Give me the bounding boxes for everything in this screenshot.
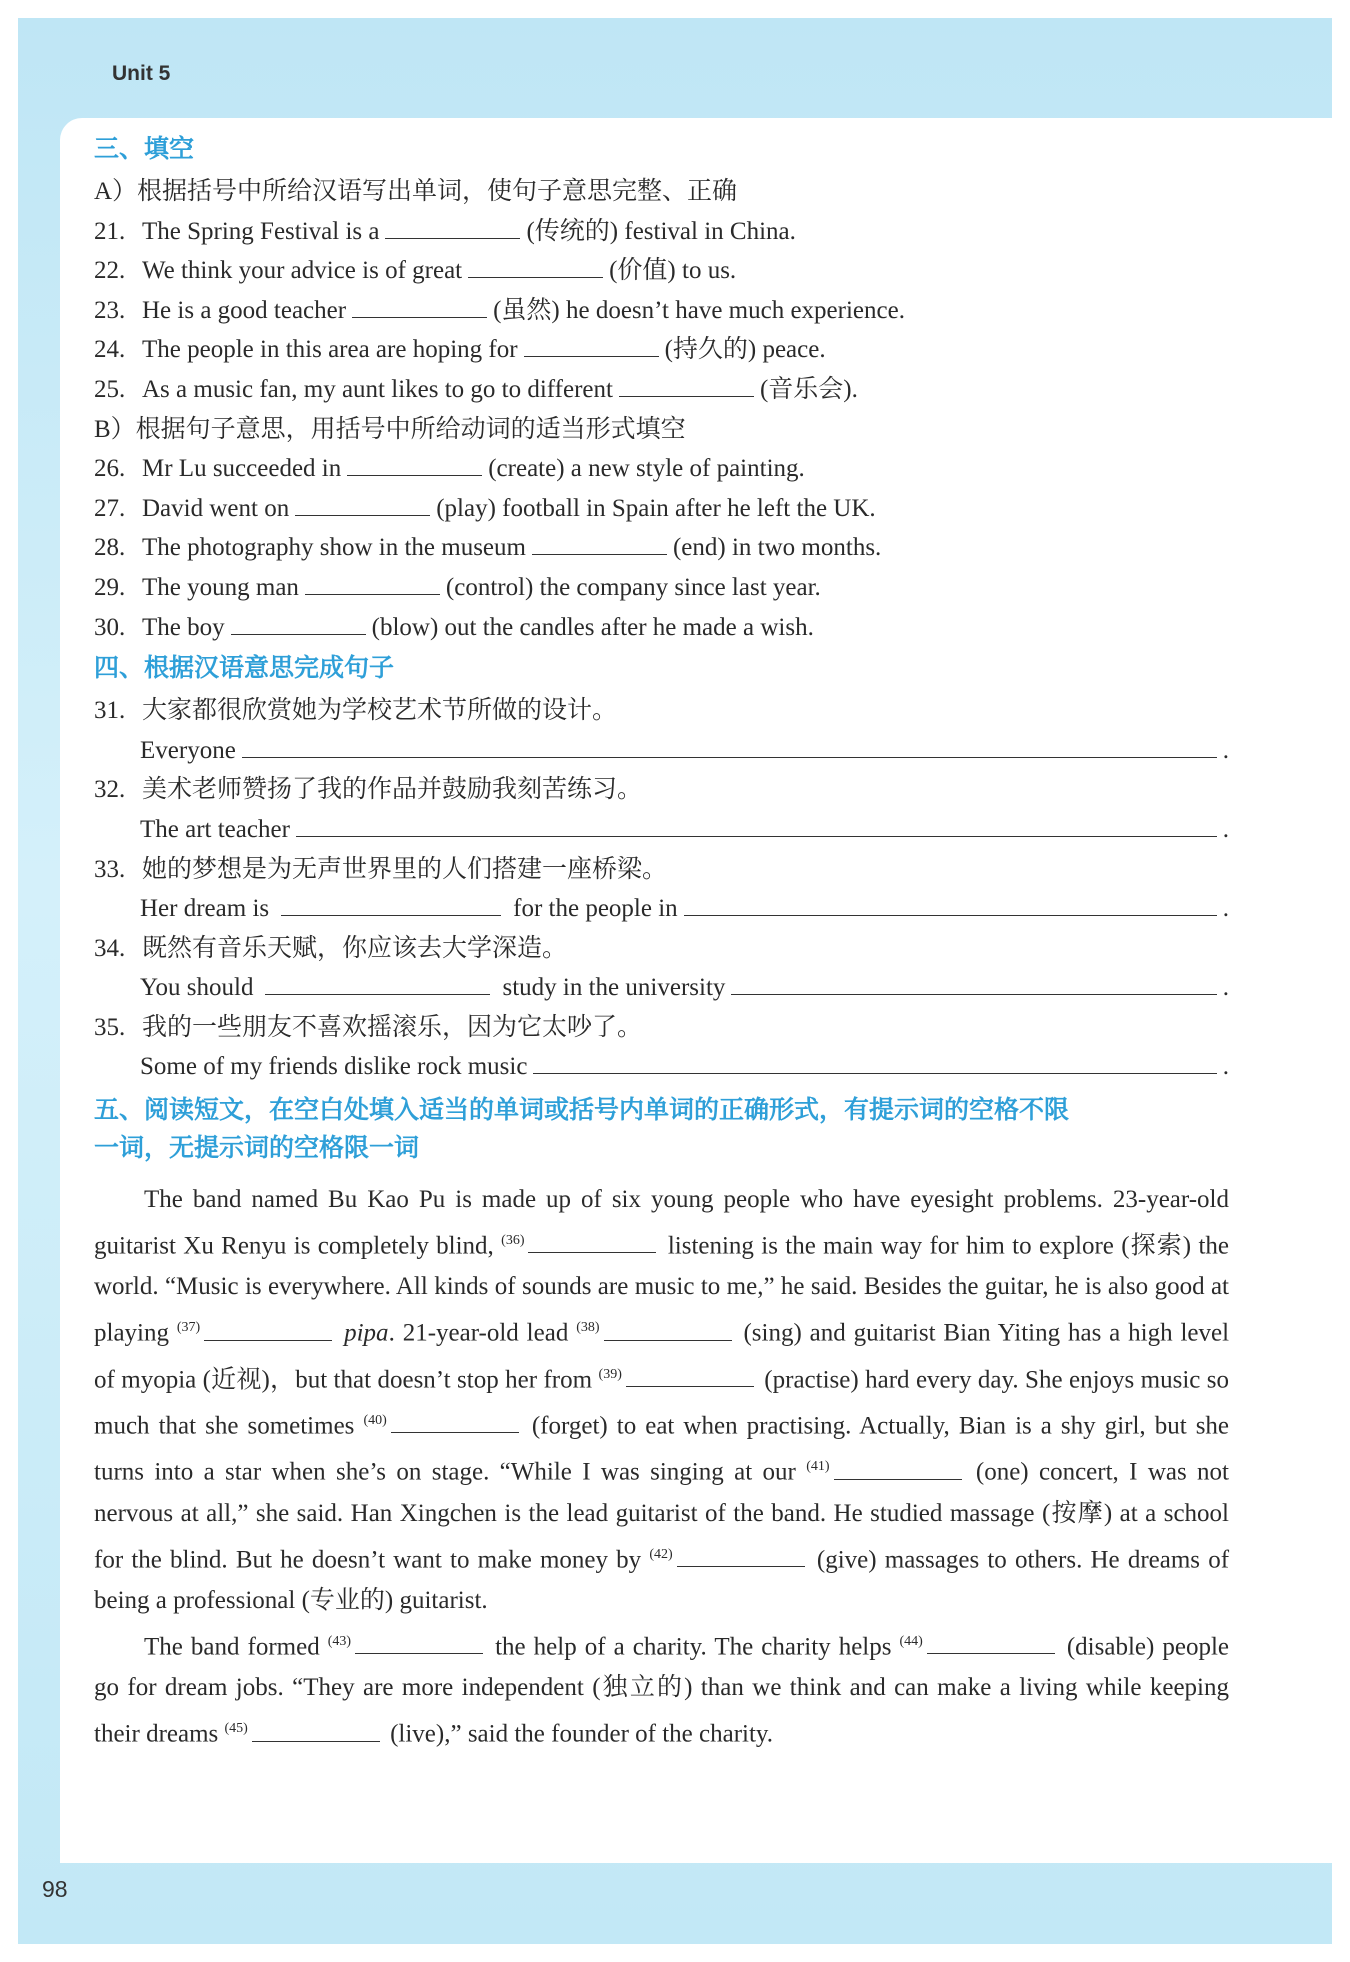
answer-blank[interactable] bbox=[265, 972, 490, 995]
question-21 bbox=[94, 212, 1229, 252]
question-prompt-cn: 她的梦想是为无声世界里的人们搭建一座桥梁。 bbox=[142, 855, 668, 883]
answer-line-32 bbox=[94, 810, 1229, 850]
blank-41[interactable] bbox=[834, 1457, 962, 1480]
answer-blank[interactable] bbox=[532, 532, 667, 555]
answer-middle: for the people in bbox=[513, 895, 678, 923]
text: pipa bbox=[344, 1319, 389, 1347]
answer-blank[interactable] bbox=[295, 493, 430, 516]
answer-line-33 bbox=[94, 889, 1229, 929]
answer-line-34 bbox=[94, 968, 1229, 1008]
blank-36[interactable] bbox=[528, 1230, 656, 1253]
section5-title-line2: 一词，无提示词的空格限一词 bbox=[94, 1133, 420, 1163]
answer-lead: Everyone bbox=[140, 736, 236, 764]
text: (forget) to eat when practising. Actually, Bian is a shy girl, but she turns into a star when she’s on stage. “While I was singing at our bbox=[94, 1412, 1230, 1486]
question-prompt-cn: 我的一些朋友不喜欢摇滚乐，因为它太吵了。 bbox=[142, 1013, 643, 1041]
question-22 bbox=[94, 251, 1229, 291]
blank-38[interactable] bbox=[604, 1318, 732, 1341]
question-text-after: (持久的) peace. bbox=[664, 336, 826, 364]
answer-blank[interactable] bbox=[468, 255, 603, 278]
period: . bbox=[1222, 736, 1229, 764]
question-text-before: The boy bbox=[142, 613, 225, 641]
question-number: 35. bbox=[94, 1013, 126, 1041]
question-number: 33. bbox=[94, 855, 126, 883]
text: The band formed bbox=[144, 1633, 320, 1661]
answer-blank[interactable] bbox=[242, 735, 1217, 758]
question-text-before: He is a good teacher bbox=[142, 296, 347, 324]
question-text-after: (音乐会). bbox=[759, 375, 858, 403]
blank-42[interactable] bbox=[677, 1544, 805, 1567]
question-text-before: David went on bbox=[142, 494, 290, 522]
question-34 bbox=[94, 929, 1229, 969]
answer-lead: Some of my friends dislike rock music bbox=[140, 1053, 528, 1081]
blank-43[interactable] bbox=[355, 1631, 483, 1654]
text: The band named Bu Kao Pu is made up of six young people who have eyesight problems. 23-year-old guitarist Xu Renyu is completely blind, bbox=[94, 1186, 1229, 1260]
question-text-after: (end) in two months. bbox=[672, 534, 882, 562]
blank-number: (44) bbox=[899, 1634, 923, 1650]
answer-blank[interactable] bbox=[619, 374, 754, 397]
blank-40[interactable] bbox=[391, 1410, 519, 1433]
section4-title: 四、根据汉语意思完成句子 bbox=[94, 653, 395, 683]
period: . bbox=[1222, 895, 1229, 923]
question-text-before: The photography show in the museum bbox=[142, 534, 526, 562]
answer-blank[interactable] bbox=[385, 216, 520, 239]
question-text-after: (虽然) he doesn’t have much experience. bbox=[493, 296, 905, 324]
question-24 bbox=[94, 330, 1229, 370]
text: (practise) hard every day. She enjoys music so much that she sometimes bbox=[94, 1366, 1230, 1440]
answer-lead: Her dream is bbox=[140, 895, 270, 923]
question-number: 25. bbox=[94, 375, 126, 403]
answer-blank[interactable] bbox=[731, 972, 1216, 995]
section3-title: 三、填空 bbox=[94, 134, 195, 163]
question-31 bbox=[94, 691, 1229, 731]
blank-number: (36) bbox=[501, 1233, 525, 1249]
answer-blank[interactable] bbox=[684, 893, 1217, 916]
question-prompt-cn: 美术老师赞扬了我的作品并鼓励我刻苦练习。 bbox=[142, 776, 643, 804]
section5-title-line1: 五、阅读短文，在空白处填入适当的单词或括号内单词的正确形式，有提示词的空格不限 bbox=[94, 1095, 1070, 1125]
reading-passage bbox=[94, 1179, 1229, 1755]
question-number: 22. bbox=[94, 257, 126, 285]
question-text-after: (传统的) festival in China. bbox=[526, 217, 796, 245]
question-23 bbox=[94, 291, 1229, 331]
question-number: 28. bbox=[94, 534, 126, 562]
question-number: 24. bbox=[94, 336, 126, 364]
answer-line-35 bbox=[94, 1047, 1229, 1087]
unit-label: Unit 5 bbox=[112, 62, 171, 85]
question-29 bbox=[94, 568, 1229, 608]
text: the help of a charity. The charity helps bbox=[495, 1633, 892, 1661]
question-26 bbox=[94, 449, 1229, 489]
question-number: 21. bbox=[94, 217, 126, 245]
answer-middle: study in the university bbox=[502, 974, 726, 1002]
question-prompt-cn: 大家都很欣赏她为学校艺术节所做的设计。 bbox=[142, 697, 618, 725]
answer-blank[interactable] bbox=[533, 1051, 1216, 1074]
period: . bbox=[1222, 1053, 1229, 1081]
question-text-after: (control) the company since last year. bbox=[445, 573, 821, 601]
question-32 bbox=[94, 770, 1229, 810]
partA-questions bbox=[94, 212, 1229, 410]
blank-44[interactable] bbox=[927, 1631, 1055, 1654]
question-text-before: The people in this area are hoping for bbox=[142, 336, 518, 364]
question-text-after: (价值) to us. bbox=[609, 257, 737, 285]
text: (live),” said the founder of the charity. bbox=[390, 1720, 774, 1748]
passage-paragraph-1 bbox=[94, 1179, 1229, 1621]
question-text-before: As a music fan, my aunt likes to go to different bbox=[142, 375, 613, 403]
text: (disable) people go for dream jobs. “They are more independent (独立的) than we think and can make a living while keeping their dreams bbox=[94, 1633, 1229, 1748]
answer-blank[interactable] bbox=[281, 893, 501, 916]
question-text-after: (blow) out the candles after he made a wish. bbox=[371, 613, 814, 641]
text: . 21-year-old lead bbox=[388, 1319, 569, 1347]
section3-partB-instruction: B）根据句子意思，用括号中所给动词的适当形式填空 bbox=[94, 415, 686, 443]
question-text-before: The young man bbox=[142, 573, 299, 601]
blank-number: (40) bbox=[363, 1413, 387, 1429]
blank-45[interactable] bbox=[252, 1719, 380, 1742]
question-text-after: (play) football in Spain after he left the UK. bbox=[436, 494, 876, 522]
question-text-after: (create) a new style of painting. bbox=[488, 455, 805, 483]
question-number: 32. bbox=[94, 776, 126, 804]
text: (sing) and guitarist Bian Yiting has a high level of myopia (近视)，but that doesn’t stop her from bbox=[94, 1319, 1230, 1394]
answer-blank[interactable] bbox=[296, 814, 1217, 837]
question-27 bbox=[94, 489, 1229, 529]
section3-partA-instruction: A）根据括号中所给汉语写出单词，使句子意思完整、正确 bbox=[94, 178, 738, 205]
question-prompt-cn: 既然有音乐天赋，你应该去大学深造。 bbox=[142, 934, 568, 962]
blank-number: (37) bbox=[176, 1320, 201, 1336]
section5-title bbox=[94, 1091, 1229, 1167]
question-number: 29. bbox=[94, 573, 126, 601]
blank-37[interactable] bbox=[204, 1318, 332, 1341]
question-text-before: Mr Lu succeeded in bbox=[142, 455, 342, 483]
blank-number: (45) bbox=[224, 1721, 248, 1737]
text: (one) concert, I was not nervous at all,” she said. Han Xingchen is the lead guitarist of the band. He studied massage (按摩) at a school for the blind. But he doesn’t want to make money by bbox=[94, 1458, 1229, 1574]
answer-lead: You should bbox=[140, 974, 254, 1002]
question-33 bbox=[94, 850, 1229, 890]
question-35 bbox=[94, 1008, 1229, 1048]
blank-number: (43) bbox=[327, 1634, 352, 1650]
blank-39[interactable] bbox=[626, 1364, 754, 1387]
blank-number: (42) bbox=[649, 1546, 673, 1562]
answer-blank[interactable] bbox=[524, 334, 659, 357]
period: . bbox=[1222, 974, 1229, 1002]
question-text-before: The Spring Festival is a bbox=[142, 217, 380, 245]
question-number: 34. bbox=[94, 934, 126, 962]
period: . bbox=[1222, 815, 1229, 843]
partB-questions bbox=[94, 449, 1229, 647]
blank-number: (38) bbox=[576, 1320, 600, 1336]
answer-line-31 bbox=[94, 731, 1229, 771]
question-text-before: We think your advice is of great bbox=[142, 257, 463, 285]
worksheet-content bbox=[94, 130, 1229, 1755]
text: (give) massages to others. He dreams of being a professional (专业的) guitarist. bbox=[94, 1546, 1230, 1615]
question-number: 26. bbox=[94, 455, 126, 483]
question-number: 23. bbox=[94, 296, 126, 324]
blank-number: (41) bbox=[806, 1459, 830, 1475]
question-25 bbox=[94, 370, 1229, 410]
answer-blank[interactable] bbox=[305, 572, 440, 595]
answer-blank[interactable] bbox=[347, 453, 482, 476]
blank-number: (39) bbox=[598, 1366, 622, 1382]
passage-paragraph-2 bbox=[94, 1621, 1229, 1755]
page-number: 98 bbox=[42, 1876, 68, 1902]
answer-lead: The art teacher bbox=[140, 815, 290, 843]
text: listening is the main way for him to explore (探索) the world. “Music is everywhere. All kinds of sounds are music to me,” he said. Besides the guitar, he is also good at playing bbox=[94, 1232, 1230, 1347]
answer-blank[interactable] bbox=[231, 612, 366, 635]
question-28 bbox=[94, 528, 1229, 568]
question-number: 31. bbox=[94, 697, 126, 725]
answer-blank[interactable] bbox=[352, 295, 487, 318]
question-30 bbox=[94, 608, 1229, 648]
question-number: 30. bbox=[94, 613, 126, 641]
question-number: 27. bbox=[94, 494, 126, 522]
